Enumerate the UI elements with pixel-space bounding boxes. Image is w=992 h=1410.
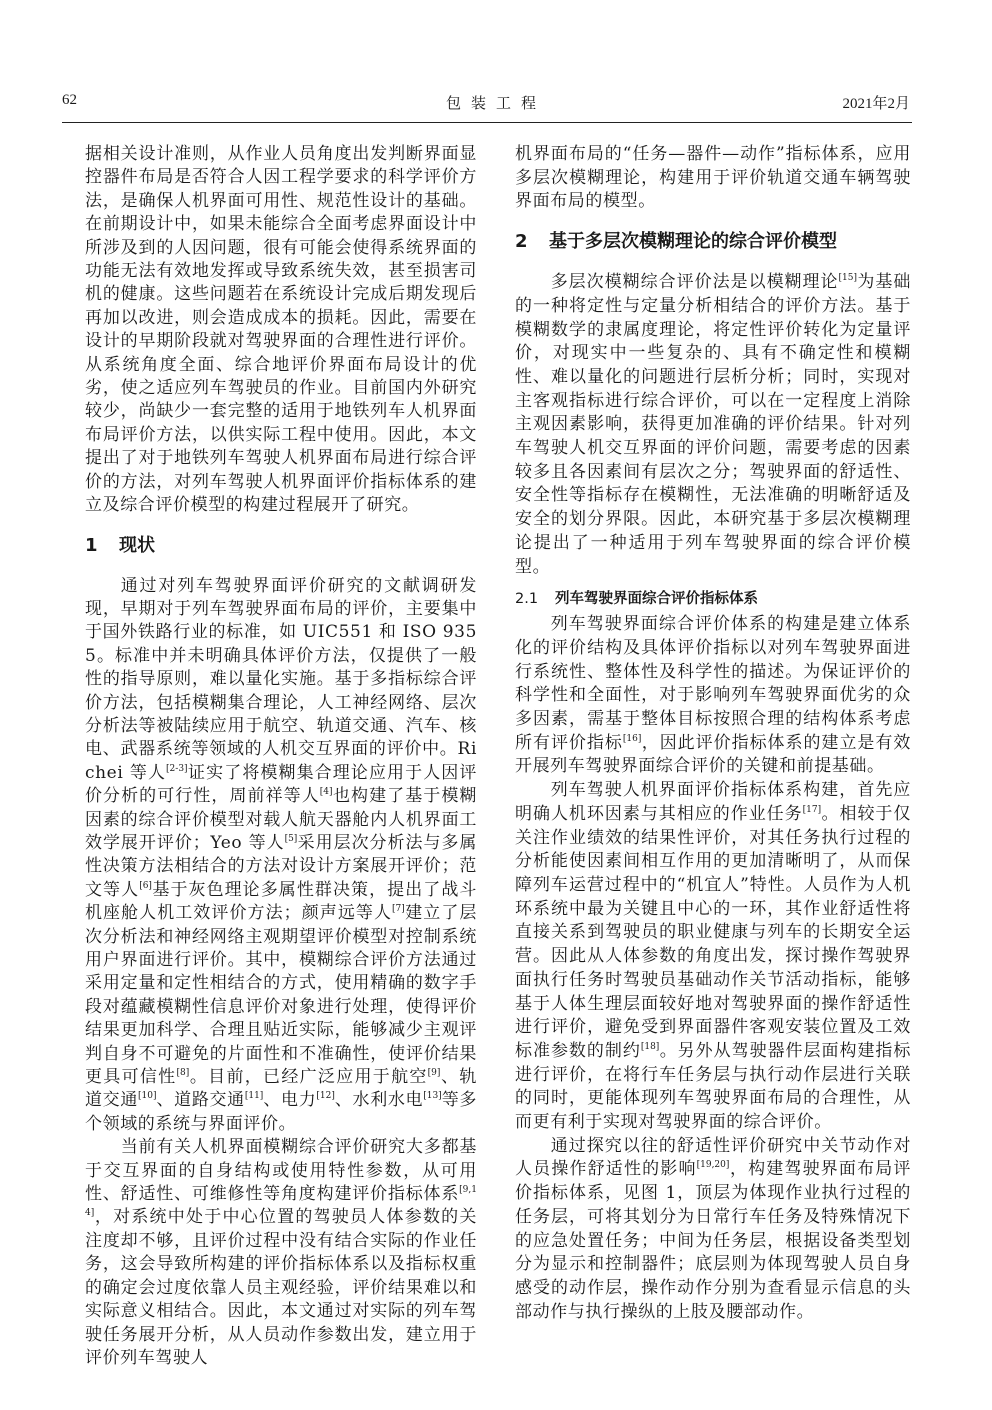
paragraph-text: 列车驾驶人机界面评价指标体系构建，首先应明确人机环因素与其相应的作业任务 bbox=[515, 780, 911, 824]
citation-reference: [17] bbox=[802, 804, 822, 815]
page-number: 62 bbox=[62, 92, 77, 108]
citation-reference: [8] bbox=[176, 1068, 190, 1079]
header-rule bbox=[62, 122, 912, 123]
paragraph-text: 。另外从驾驶器件层面构建指标进行评价，在将行车任务层与执行动作层进行关联的同时，更能体现列车驾驶界面布局的合理性，从而更有利于实现对驾驶界面的综合评价。 bbox=[515, 1040, 911, 1133]
subsection-heading-2-1 bbox=[515, 589, 911, 609]
citation-reference: [15] bbox=[838, 273, 858, 284]
paragraph-text: 。相较于仅关注作业绩效的结果性评价，对其任务执行过程的分析能使因素间相互作用的更加清晰明了，从而保障列车运营过程中的“机宜人”特性。人员作为人机环系统中最为关键且中心的一环，其作业舒适性将直接关系到驾驶员的职业健康与列车的长期安全运营。因此从人体参数的角度出发，探讨操作驾驶界面执行任务时驾驶员基础动作关节活动指标，能够基于人体生理层面较好地对驾驶界面的操作舒适性进行评价，避免受到界面器件客观安装位置及工效标准参数的制约 bbox=[515, 803, 911, 1061]
paragraph-text: 证实了将模糊集合理论应用于人因评价分析的可行性，周前祥等人 bbox=[85, 762, 477, 807]
section-heading-2 bbox=[515, 230, 911, 254]
citation-reference: [13] bbox=[423, 1091, 442, 1102]
citation-reference: [18] bbox=[640, 1041, 660, 1052]
paragraph-index-system bbox=[515, 613, 911, 779]
subsection-number: 2.1 bbox=[515, 591, 539, 608]
paragraph-text: 、水利水电 bbox=[334, 1090, 424, 1111]
paragraph-text: 通过对列车驾驶界面评价研究的文献调研发现，早期对于列车驾驶界面布局的评价，主要集中于国外铁路行业的标准，如 UIC551 和 ISO 9355。标准中并未明确具体评价方法，仅提供了一般性的指导原则，难以量化实施。基于多指标综合评价方法，包括模糊集合理论，人工神经网络、层次分析法等被陆续应用于航空、轨道交通、汽车、核电、武器系统等领域的人机交互界面的评价中。Richei 等人 bbox=[85, 575, 477, 783]
paragraph-continued bbox=[515, 143, 911, 214]
paragraph-text: 当前有关人机界面模糊综合评价研究大多都基于交互界面的自身结构或使用特性参数，从可用性、舒适性、可维修性等角度构建评价指标体系 bbox=[85, 1137, 477, 1205]
paragraph-text: 据相关设计准则，从作业人员角度出发判断界面显控器件布局是否符合人因工程学要求的科学评价方法，是确保人机界面可用性、规范性设计的基础。在前期设计中，如果未能综合全面考虑界面设计中所涉及到的人因问题，很有可能会使得系统界面的功能无法有效地发挥或导致系统失效，甚至损害司机的健康。这些问题若在系统设计完成后期发现后再加以改进，则会造成成本的损耗。因此，需要在设计的早期阶段就对驾驶界面的合理性进行评价。从系统角度全面、综合地评价界面布局设计的优劣，使之适应列车驾驶员的作业。目前国内外研究较少，尚缺少一套完整的适用于地铁列车人机界面布局评价方法，以供实际工程中使用。因此，本文提出了对于地铁列车驾驶人机界面布局进行综合评价的方法，对列车驾驶人机界面评价指标体系的建立及综合评价模型的构建过程展开了研究。 bbox=[85, 144, 477, 516]
paragraph-text: 。目前，已经广泛应用于航空 bbox=[189, 1067, 428, 1088]
citation-reference: [12] bbox=[316, 1091, 335, 1102]
paragraph-index-construction bbox=[515, 779, 911, 1135]
paragraph-current-research bbox=[85, 1136, 477, 1370]
citation-reference: [4] bbox=[319, 787, 333, 798]
citation-reference: [6] bbox=[139, 880, 152, 891]
paragraph-text: 采用层次分析法与多属性决策方法相结合的方法对设计方案展开评价；范文等人 bbox=[85, 832, 477, 900]
right-column bbox=[515, 143, 911, 1324]
citation-reference: [10] bbox=[137, 1091, 157, 1102]
citation-reference: [19,20] bbox=[696, 1160, 730, 1171]
journal-title: 包装工程 bbox=[445, 96, 546, 112]
paragraph-text: 、电力 bbox=[263, 1090, 317, 1111]
paragraph-text: 、道路交通 bbox=[156, 1090, 245, 1111]
section-title: 基于多层次模糊理论的综合评价模型 bbox=[549, 231, 837, 253]
paragraph-text: ，因此评价指标体系的建立是有效开展列车驾驶界面综合评价的关键和前提基础。 bbox=[515, 732, 911, 777]
left-column bbox=[85, 143, 477, 1370]
paragraph-text: 建立了层次分析法和神经网络主观期望评价模型对控制系统用户界面进行评价。其中，模糊综合评价方法通过采用定量和定性相结合的方式，使用精确的数字手段对蕴藏模糊性信息评价对象进行处理，使得评价结果更加科学、合理且贴近实际，能够减少主观评判自身不可避免的片面性和不准确性，使评价结果更具可信性 bbox=[85, 903, 478, 1088]
paragraph-text: 多层次模糊综合评价法是以模糊理论 bbox=[550, 272, 839, 293]
paragraph-text: 等多个领域的系统与界面评价。 bbox=[85, 1090, 478, 1134]
citation-reference: [16] bbox=[622, 733, 642, 744]
paragraph-fuzzy-method bbox=[515, 271, 911, 579]
page-header bbox=[0, 0, 992, 123]
paragraph-text: 基于灰色理论多属性群决策，提出了战斗机座舱人机工效评价方法；颜声远等人 bbox=[85, 879, 477, 924]
subsection-title: 列车驾驶界面综合评价指标体系 bbox=[555, 591, 758, 608]
paragraph-text: 也构建了基于模糊因素的综合评价模型对载人航天器舱内人机界面工效学展开评价；Yeo 等人 bbox=[85, 786, 477, 853]
paragraph-intro-continued bbox=[85, 143, 477, 518]
citation-reference: [11] bbox=[244, 1091, 264, 1102]
paragraph-index-layers bbox=[515, 1135, 911, 1325]
section-heading-1 bbox=[85, 534, 477, 558]
citation-reference: [5] bbox=[284, 833, 298, 844]
paragraph-text: 列车驾驶界面综合评价体系的构建是建立体系化的评价结构及具体评价指标以对列车驾驶界面进行系统性、整体性及科学性的描述。为保证评价的科学性和全面性，对于影响列车驾驶界面优劣的众多因素，需基于整体目标按照合理的结构体系考虑所有评价指标 bbox=[515, 614, 911, 753]
two-column-body bbox=[0, 123, 992, 1410]
citation-reference: [7] bbox=[392, 904, 405, 915]
citation-reference: [9,14] bbox=[85, 1185, 477, 1219]
paragraph-text: 、轨道交通 bbox=[85, 1067, 478, 1111]
paragraph-text: 机界面布局的“任务—器件—动作”指标体系，应用多层次模糊理论，构建用于评价轨道交通车辆驾驶界面布局的模型。 bbox=[515, 144, 911, 212]
paragraph-text: 为基础的一种将定性与定量分析相结合的评价方法。基于模糊数学的隶属度理论，将定性评价转化为定量评价，对现实中一些复杂的、具有不确定性和模糊性、难以量化的问题进行层析分析；同时，实现对主客观指标进行综合评价，可以在一定程度上消除主观因素影响，获得更加准确的评价结果。针对列车驾驶人机交互界面的评价问题，需要考虑的因素较多且各因素间有层次之分；驾驶界面的舒适性、安全性等指标存在模糊性，无法准确的明晰舒适及安全的划分界限。因此，本研究基于多层次模糊理论提出了一种适用于列车驾驶界面的综合评价模型。 bbox=[515, 272, 911, 577]
section-number: 1 bbox=[85, 534, 98, 556]
citation-reference: [2-3] bbox=[166, 763, 188, 774]
section-number: 2 bbox=[515, 231, 528, 253]
citation-reference: [9] bbox=[427, 1068, 441, 1079]
paragraph-literature-review bbox=[85, 575, 477, 1137]
section-title: 现状 bbox=[119, 534, 155, 556]
paragraph-text: 通过探究以往的舒适性评价研究中关节动作对人员操作舒适性的影响 bbox=[515, 1135, 911, 1180]
paragraph-text: ，对系统中处于中心位置的驾驶员人体参数的关注度却不够，且评价过程中没有结合实际的作业任务，这会导致所构建的评价指标体系以及指标权重的确定会过度依靠人员主观经验，评价结果难以和实际意义相结合。因此，本文通过对实际的列车驾驶任务展开分析，从人员动作参数出发，建立用于评价列车驾驶人 bbox=[85, 1207, 477, 1368]
paragraph-text: ，构建驾驶界面布局评价指标体系，见图 1，顶层为体现作业执行过程的任务层，可将其划分为日常行车任务及特殊情况下的应急处置任务；中间为任务层，根据设备类型划分为显示和控制器件；底层则为体现驾驶人员自身感受的动作层，操作动作分别为查看显示信息的头部动作与执行操纵的上肢及腰部动作。 bbox=[515, 1159, 912, 1322]
issue-date: 2021年2月 bbox=[842, 96, 910, 112]
